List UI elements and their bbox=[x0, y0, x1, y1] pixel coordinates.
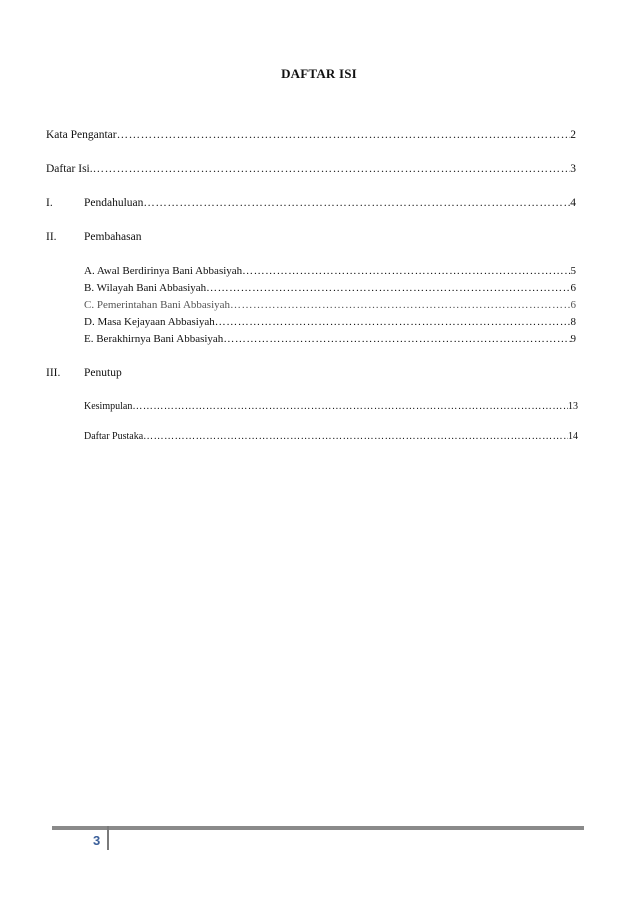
toc-entry-page: 3 bbox=[570, 163, 576, 175]
toc-subentry-e[interactable] bbox=[84, 332, 576, 346]
toc-entry-page: 6 bbox=[570, 299, 576, 311]
toc-entry-label: C. Pemerintahan Bani Abbasiyah bbox=[84, 299, 231, 311]
toc-leader-dots bbox=[117, 128, 571, 142]
toc-entry-label: Kata Pengantar bbox=[46, 129, 117, 141]
section-numeral: II. bbox=[46, 231, 57, 243]
toc-entry-label: Daftar Isi. bbox=[46, 163, 93, 175]
toc-entry-kesimpulan[interactable] bbox=[84, 400, 578, 414]
section-numeral: I. bbox=[46, 197, 53, 209]
toc-entry-label: E. Berakhirnya Bani Abbasiyah bbox=[84, 333, 224, 345]
toc-entry-page: 2 bbox=[570, 129, 576, 141]
toc-entry-page: 14 bbox=[568, 431, 578, 442]
toc-entry-pendahuluan[interactable] bbox=[84, 196, 576, 210]
toc-section-pembahasan[interactable]: Pembahasan bbox=[84, 231, 142, 243]
toc-leader-dots bbox=[242, 264, 570, 278]
toc-leader-dots bbox=[206, 281, 570, 295]
toc-subentry-d[interactable] bbox=[84, 315, 576, 329]
toc-entry-label: Daftar Pustaka bbox=[84, 431, 144, 442]
toc-leader-dots bbox=[132, 400, 568, 414]
toc-leader-dots bbox=[223, 332, 570, 346]
toc-entry-daftar-isi[interactable] bbox=[46, 162, 576, 176]
page-title: DAFTAR ISI bbox=[281, 66, 357, 81]
toc-entry-label: Pendahuluan bbox=[84, 197, 144, 209]
toc-subentry-b[interactable] bbox=[84, 281, 576, 295]
toc-section-penutup[interactable]: Penutup bbox=[84, 367, 122, 379]
footer-divider bbox=[52, 826, 584, 830]
toc-entry-label: B. Wilayah Bani Abbasiyah bbox=[84, 282, 207, 294]
toc-leader-dots bbox=[230, 298, 570, 312]
toc-subentry-c[interactable] bbox=[84, 298, 576, 312]
section-numeral: III. bbox=[46, 367, 61, 379]
toc-entry-label: D. Masa Kejayaan Abbasiyah bbox=[84, 316, 215, 328]
toc-leader-dots bbox=[93, 162, 571, 176]
toc-entry-page: 5 bbox=[570, 265, 576, 277]
toc-leader-dots bbox=[143, 196, 570, 210]
toc-entry-page: 8 bbox=[570, 316, 576, 328]
toc-entry-daftar-pustaka[interactable] bbox=[84, 430, 578, 444]
toc-entry-page: 13 bbox=[568, 401, 578, 412]
footer-page-bar bbox=[107, 826, 109, 850]
toc-leader-dots bbox=[215, 315, 571, 329]
toc-entry-label: Kesimpulan bbox=[84, 401, 133, 412]
toc-entry-kata-pengantar[interactable] bbox=[46, 128, 576, 142]
toc-entry-label: A. Awal Berdirinya Bani Abbasiyah bbox=[84, 265, 243, 277]
toc-entry-page: 4 bbox=[570, 197, 576, 209]
toc-entry-page: 6 bbox=[570, 282, 576, 294]
toc-leader-dots bbox=[143, 430, 568, 444]
page-number: 3 bbox=[93, 833, 101, 848]
toc-entry-page: 9 bbox=[570, 333, 576, 345]
toc-subentry-a[interactable] bbox=[84, 264, 576, 278]
